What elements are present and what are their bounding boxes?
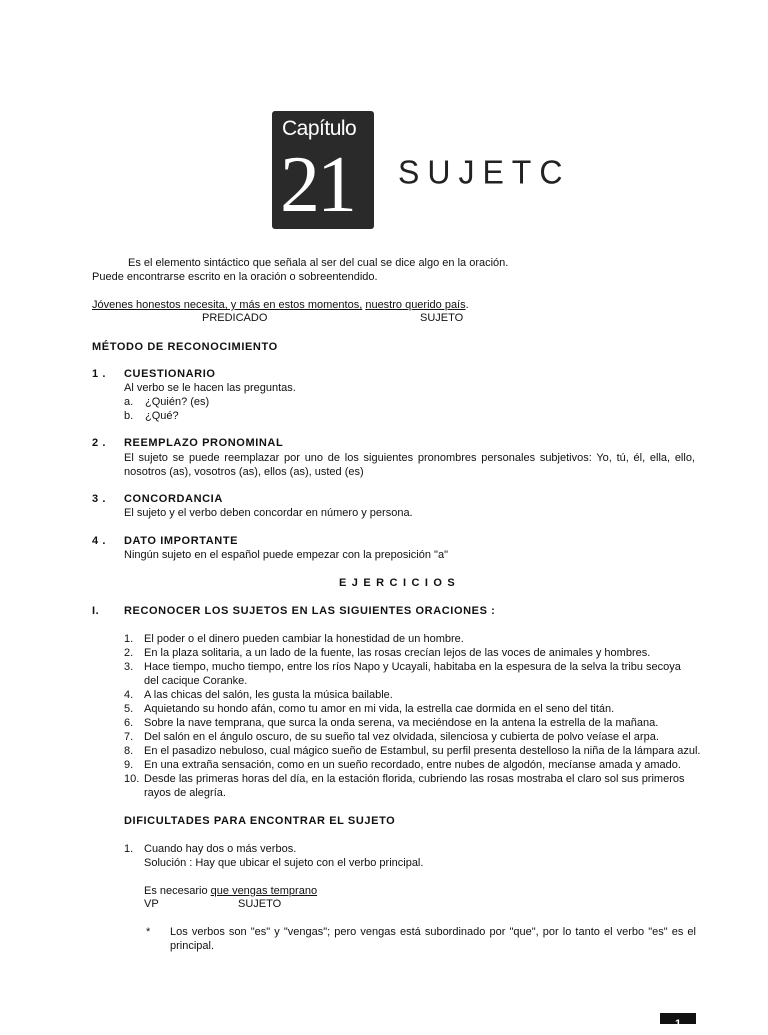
method-item-3-num: 3 . — [92, 493, 107, 505]
exercise-1-text: El poder o el dinero pueden cambiar la honestidad de un hombre. — [144, 633, 464, 645]
difficulty-example-subject: que vengas temprano — [210, 885, 318, 897]
method-item-1-sub-a-text: ¿Quién? (es) — [145, 396, 210, 408]
example-predicate: Jóvenes honestos necesita, y más en estos momentos, — [92, 299, 363, 311]
exercise-5-text: Aquietando su hondo afán, como tu amor en mi vida, la estrella cae dormida en el seno del titán. — [144, 703, 615, 715]
exercise-1-num: 1. — [124, 633, 134, 645]
method-item-4-text: Ningún sujeto en el español puede empezar con la preposición "a" — [124, 549, 448, 561]
exercise-8-num: 8. — [124, 745, 134, 757]
exercise-9-num: 9. — [124, 759, 134, 771]
exercise-3-text: Hace tiempo, mucho tiempo, entre los ríos Napo y Ucayali, habitaba en la espesura de la selva la tribu secoya del cacique Coranke. — [144, 661, 681, 687]
chapter-number: 21 — [280, 141, 354, 229]
method-item-4-title: DATO IMPORTANTE — [124, 535, 239, 547]
method-item-1-num: 1 . — [92, 368, 107, 380]
exercise-2-text: En la plaza solitaria, a un lado de la fuente, las rosas crecían lejos de las voces de animales y hombres. — [144, 647, 651, 659]
difficulty-example — [144, 884, 317, 898]
exercise-4-text: A las chicas del salón, les gusta la música bailable. — [144, 689, 393, 701]
label-predicado: PREDICADO — [202, 312, 268, 324]
method-item-1-sub-b-letter: b. — [124, 410, 134, 422]
method-item-1-title: CUESTIONARIO — [124, 368, 216, 380]
method-item-2-title: REEMPLAZO PRONOMINAL — [124, 437, 284, 449]
label-sujeto-2: SUJETO — [238, 898, 282, 910]
method-item-2-text: El sujeto se puede reemplazar por uno de los siguientes pronombres personales subjetivos: Yo, tú, él, ella, ello, nosotros (as), vosotros (as), ellos (as), usted (es) — [124, 452, 695, 478]
chapter-word: Capítulo — [282, 117, 357, 140]
page-number: 1 — [660, 1013, 696, 1024]
difficulty-1-num: 1. — [124, 843, 134, 855]
example-period: . — [465, 299, 469, 311]
difficulties-heading: DIFICULTADES PARA ENCONTRAR EL SUJETO — [124, 815, 396, 827]
exercise-6-num: 6. — [124, 717, 134, 729]
difficulty-solution: Solución : Hay que ubicar el sujeto con el verbo principal. — [144, 857, 424, 869]
exercise-3-num: 3. — [124, 661, 134, 673]
intro-line-2: Puede encontrarse escrito en la oración o sobreentendido. — [92, 271, 378, 283]
exercises-section-num: I. — [92, 605, 100, 617]
intro-line-1: Es el elemento sintáctico que señala al ser del cual se dice algo en la oración. — [128, 257, 509, 269]
method-heading: MÉTODO DE RECONOCIMIENTO — [92, 341, 278, 353]
method-item-2-num: 2 . — [92, 437, 107, 449]
label-vp: VP — [144, 898, 159, 910]
exercise-10-num: 10. — [124, 773, 140, 785]
method-item-1-sub-b-text: ¿Qué? — [145, 410, 179, 422]
method-item-4-num: 4 . — [92, 535, 107, 547]
exercise-7-text: Del salón en el ángulo oscuro, de su sueño tal vez olvidada, silenciosa y cubierta de polvo veíase el arpa. — [144, 731, 659, 743]
method-item-1-sub-a-letter: a. — [124, 396, 134, 408]
exercise-10-text: Desde las primeras horas del día, en la estación florida, cubriendo las rosas mostraba el claro sol sus primeros rayos de alegría. — [144, 773, 685, 799]
difficulty-example-main: Es necesario — [144, 885, 208, 897]
note-bullet: * — [146, 926, 151, 938]
exercise-8-text: En el pasadizo nebuloso, cual mágico sueño de Estambul, su perfil presenta destelloso la niña de la lámpara azul. — [144, 745, 701, 757]
chapter-badge — [272, 111, 374, 229]
note-text: Los verbos son "es" y "vengas"; pero vengas está subordinado por "que", por lo tanto el verbo "es" es el principal. — [170, 926, 696, 952]
exercise-6-text: Sobre la nave temprana, que surca la onda serena, va meciéndose en la antena la estrella de la mañana. — [144, 717, 659, 729]
exercises-heading: E J E R C I C I O S — [339, 577, 456, 589]
example-sentence — [92, 298, 469, 312]
method-item-3-title: CONCORDANCIA — [124, 493, 223, 505]
exercise-4-num: 4. — [124, 689, 134, 701]
exercises-section-title: RECONOCER LOS SUJETOS EN LAS SIGUIENTES ORACIONES : — [124, 605, 496, 617]
difficulty-1-text: Cuando hay dos o más verbos. — [144, 843, 297, 855]
exercise-9-text: En una extraña sensación, como en un sueño recordado, entre nubes de algodón, mecíanse amada y amado. — [144, 759, 681, 771]
example-subject: nuestro querido país — [365, 299, 466, 311]
exercise-7-num: 7. — [124, 731, 134, 743]
method-item-3-text: El sujeto y el verbo deben concordar en número y persona. — [124, 507, 413, 519]
exercise-2-num: 2. — [124, 647, 134, 659]
label-sujeto: SUJETO — [420, 312, 464, 324]
exercise-5-num: 5. — [124, 703, 134, 715]
chapter-title: SUJETC — [398, 153, 571, 191]
method-item-1-text: Al verbo se le hacen las preguntas. — [124, 382, 296, 394]
